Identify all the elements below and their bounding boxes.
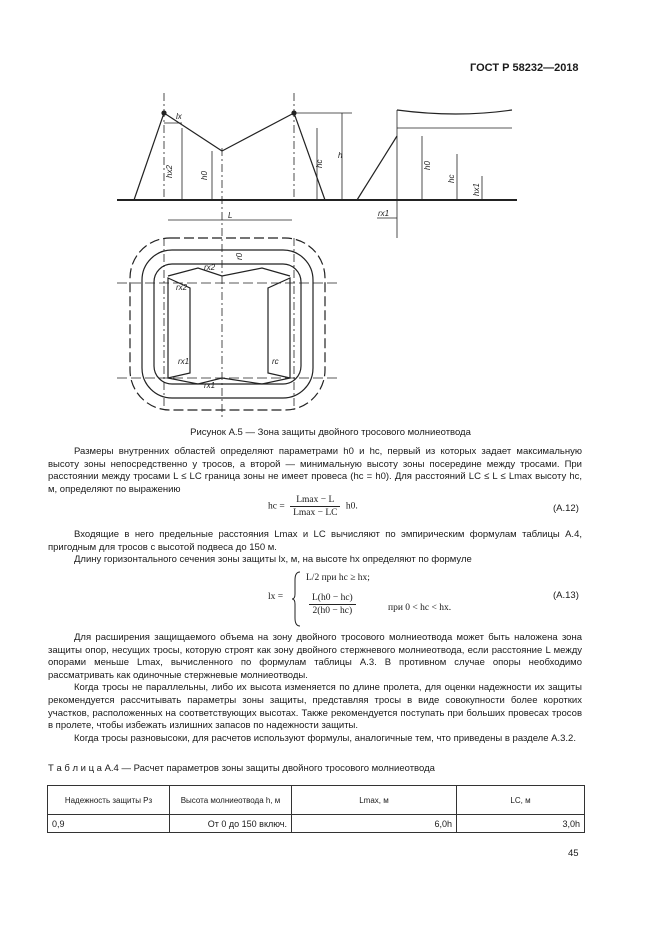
label-rx2-inner: rx2 xyxy=(176,283,188,292)
header-cell: Lmax, м xyxy=(292,786,457,815)
label-h: h xyxy=(338,151,343,160)
table-row xyxy=(48,815,585,833)
header-cell: Высота молниеотвода h, м xyxy=(170,786,292,815)
table-cell: От 0 до 150 включ. xyxy=(170,815,292,833)
header-cell: Надежность защиты Pз xyxy=(48,786,170,815)
table-caption: Т а б л и ц а А.4 — Расчет параметров зоны защиты двойного тросового молниеотвода xyxy=(48,763,435,774)
figure-drawing xyxy=(112,88,517,418)
label-h0: h0 xyxy=(200,171,209,180)
table-cell: 0,9 xyxy=(48,815,170,833)
plan-view xyxy=(117,238,337,410)
label-hc: hc xyxy=(315,159,324,168)
table-cell: 6,0h xyxy=(292,815,457,833)
label-hx1: hx1 xyxy=(472,183,481,196)
label-rc: rc xyxy=(272,357,279,366)
equation-a12-number: (A.12) xyxy=(553,503,579,514)
label-r0: r0 xyxy=(235,252,244,260)
label-hx2: hx2 xyxy=(165,165,174,178)
equation-a13: lx = L/2 при hc ≥ hx; $\frac{L(h0 - hc)}{2(h0 - hc)}$ при 0 < hc < hx. xyxy=(268,570,548,628)
side-view xyxy=(357,110,517,238)
paragraph-1: Размеры внутренних областей определяют параметрами h0 и hc, первый из которых задает максимальную высоту зоны непосредственно у тросов, а второй — минимальную высоту зоны посередине между тросами. При расстоянии между тросами L ≤ LC граница зоны не имеет провеса (hc = h0). Для расстояний LC ≤ L ≤ Lmax высоту hc, м, определяют по выражению xyxy=(48,446,582,495)
label-lx: lx xyxy=(176,112,182,121)
label-rx1-side: rx1 xyxy=(378,209,390,218)
label-L: L xyxy=(228,211,233,220)
equation-a12: hc = $\frac{Lmax - L}{Lmax - LC}$ h0. xyxy=(268,495,358,518)
left-brace-icon xyxy=(292,570,302,628)
label-rx2-top: rx2 xyxy=(204,263,216,272)
page-number: 45 xyxy=(568,848,579,859)
paragraph-2: Входящие в него предельные расстояния Lmax и LC вычисляют по эмпирическим формулам таблицы А.4, пригодным для тросов с высотой подвеса до 150 м. Длину горизонтального сечения зоны защиты lx, м, на высоте hx определяют по формуле xyxy=(48,529,582,566)
header-cell: LC, м xyxy=(457,786,585,815)
parameters-table xyxy=(47,785,585,833)
label-h0-right: h0 xyxy=(423,161,432,170)
equation-a13-number: (A.13) xyxy=(553,590,579,601)
table-cell: 3,0h xyxy=(457,815,585,833)
label-rx1-inner: rx1 xyxy=(178,357,190,366)
standard-header: ГОСТ Р 58232—2018 xyxy=(470,62,579,74)
label-hc-right: hc xyxy=(447,174,456,183)
figure-caption: Рисунок А.5 — Зона защиты двойного тросового молниеотвода xyxy=(190,427,471,438)
table-header-row xyxy=(48,786,585,815)
label-rx1-bottom: rx1 xyxy=(204,381,216,390)
paragraph-3: Для расширения защищаемого объема на зону двойного тросового молниеотвода может быть наложена зона защиты опор, несущих тросы, которую строят как зону двойного стержневого молниеотвода, если расстояние L между опорами меньше Lmax, вычисленного по формулам таблицы А.3. В противном случае опоры необходимо рассматривать как одиночные стержневые молниеотводы. Когда тросы не параллельны, либо их высота изменяется по длине пролета, для оценки надежности их защиты рекомендуется рассчитывать параметры зоны защиты, представляя тросы в виде совокупности более коротких участков, расположенных на соответствующих высотах. Также рекомендуется поступать при больших провесах тросов в пролете, чтобы избежать излишних запасов по надежности защиты. Когда тросы разновысоки, для расчетов используют формулы, аналогичные тем, что приведены в разделе А.3.2. xyxy=(48,632,582,744)
